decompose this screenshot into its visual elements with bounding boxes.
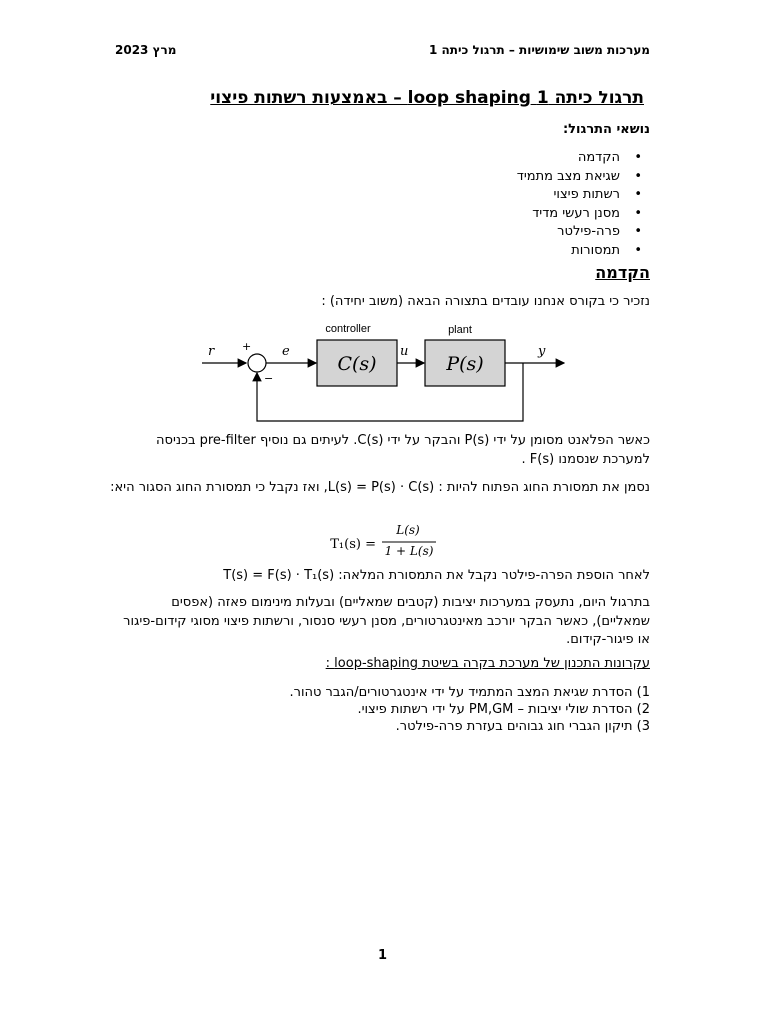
controller-block-label: C(s)	[337, 353, 377, 375]
topics-heading: נושאי התרגול:	[562, 122, 650, 137]
section-heading: הקדמה	[595, 263, 650, 282]
signal-e-label: e	[282, 344, 290, 359]
formula-denominator: 1 + L(s)	[384, 544, 434, 558]
page-title: תרגול כיתה 1 loop shaping – באמצעות רשתות פיצוי	[210, 88, 644, 108]
principles-list	[289, 684, 650, 735]
minus-sign: −	[264, 372, 274, 385]
controller-label: controller	[325, 323, 371, 335]
block-diagram	[198, 318, 568, 430]
paragraph-full-transfer: לאחר הוספת הפרה-פילטר נקבל את התמסורת המלאה: T(s) = F(s) · T₁(s)	[223, 568, 650, 583]
list-item: • תמסורות	[517, 242, 642, 261]
list-item: 1) הסדרת שגיאת המצב המתמיד על ידי אינטגרטורים/הגבר טהור.	[289, 685, 650, 700]
topics-list	[517, 149, 642, 260]
running-header-date: מרץ 2023	[115, 43, 177, 57]
page-number: 1	[378, 948, 388, 963]
list-item: 3) תיקון הגברי חוג גבוהים בעזרת פרה-פילטר.	[395, 719, 650, 734]
formula-numerator: L(s)	[396, 523, 420, 537]
closed-loop-formula	[330, 522, 440, 560]
principles-heading: עקרונות התכנון של מערכת בקרה בשיטת loop-shaping :	[325, 656, 650, 671]
paragraph-plant-controller: כאשר הפלאנט מסומן על ידי P(s) והבקר על ידי C(s). לעיתים גם נוסיף pre-filter בכניסה למערכת שנסמנו F(s) .	[156, 433, 650, 467]
signal-y-label: y	[538, 344, 546, 359]
plant-block-label: P(s)	[446, 353, 484, 375]
list-item: • הקדמה	[517, 149, 642, 168]
plus-sign: +	[242, 340, 252, 353]
running-header-course: מערכות משוב שימושיות – תרגול כיתה 1	[429, 43, 650, 57]
summing-junction	[248, 354, 266, 372]
list-item: 2) הסדרת שולי יציבות – PM,GM על ידי רשתות פיצוי.	[357, 702, 650, 717]
plant-label: plant	[448, 324, 472, 336]
signal-r-label: r	[208, 344, 215, 359]
formula-lhs: T₁(s) =	[330, 537, 376, 552]
list-item: • רשתות פיצוי	[517, 186, 642, 205]
intro-paragraph: נזכיר כי בקורס אנחנו עובדים בתצורה הבאה (משוב יחידה) :	[321, 294, 650, 309]
list-item: • פרה-פילטר	[517, 223, 642, 242]
list-item: • שגיאת מצב מתמיד	[517, 168, 642, 187]
list-item: • מסנן רעשי מדיד	[517, 205, 642, 224]
paragraph-scope: בתרגול היום, נתעסק במערכות יציבות (קטבים שמאליים) ובעלות מינימום פאזה (אפסים שמאליים), כאשר הבקר יורכב מאינטגרטורים, מסנן רעשי סנסור, ורשתות פיצוי מסוגי קידום-פיגור או פיגור-קידום.	[123, 595, 650, 647]
signal-u-label: u	[400, 344, 409, 359]
paragraph-open-loop: נסמן את תמסורת החוג הפתוח להיות : L(s) = P(s) · C(s), ואז נקבל כי תמסורת החוג הסגור היא:	[110, 480, 650, 495]
